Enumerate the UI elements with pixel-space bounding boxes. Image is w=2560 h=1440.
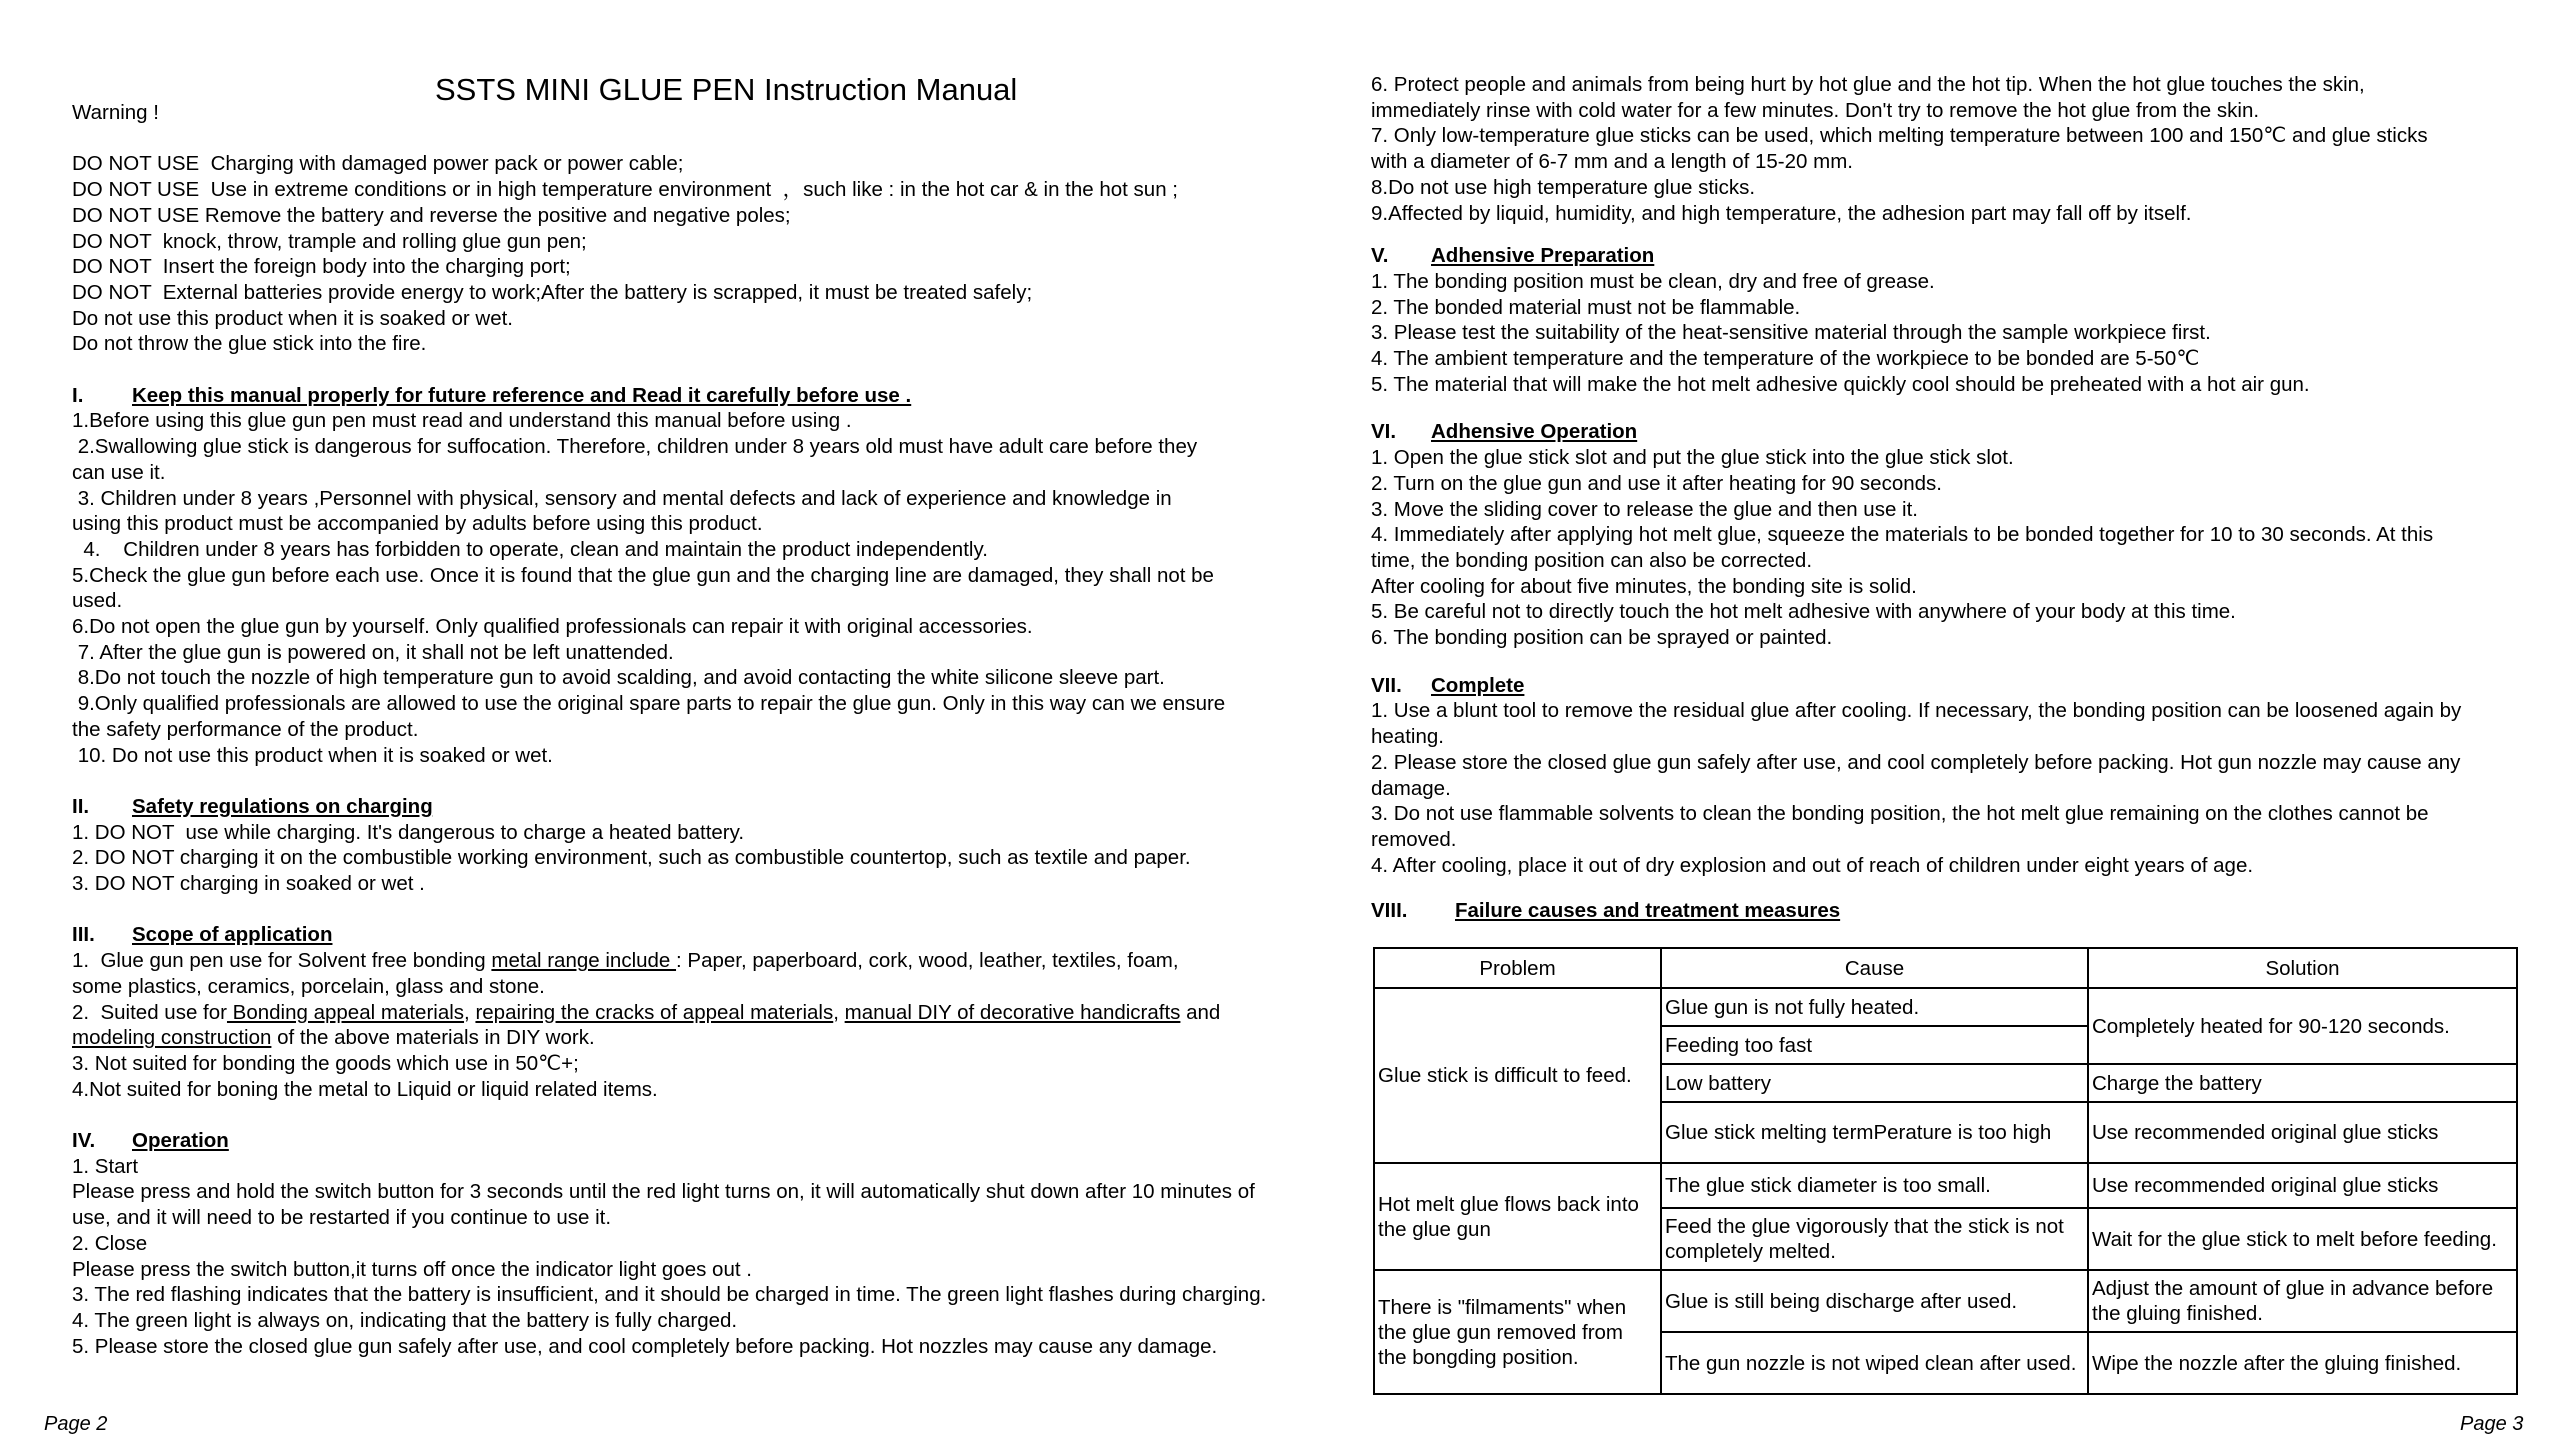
- text-line: 2. The bonded material must not be flammable.: [1371, 295, 1801, 319]
- warning-line: Do not use this product when it is soaked or wet.: [72, 306, 513, 330]
- text-line: 6. The bonding position can be sprayed or painted.: [1371, 626, 1833, 650]
- text-line: 4. The ambient temperature and the temperature of the workpiece to be bonded are 5-50℃: [1371, 347, 2200, 371]
- section-heading: IV. Operation: [72, 1129, 229, 1153]
- text-line: 4. Immediately after applying hot melt glue, squeeze the materials to be bonded together for 10 to 30 seconds. At this: [1371, 523, 2434, 547]
- section-title: Adhensive Preparation: [1431, 244, 1655, 268]
- text-line: 5.Check the glue gun before each use. Once it is found that the glue gun and the charging line are damaged, they shall not be: [72, 563, 1214, 587]
- text-line: used.: [72, 589, 123, 613]
- failure-table: [1373, 947, 2518, 1395]
- warning-line: DO NOT USE Use in extreme conditions or in high temperature environment ，such like : in the hot car & in the hot sun ;: [72, 178, 1178, 202]
- text-line: modeling construction of the above materials in DIY work.: [72, 1026, 595, 1050]
- manual-title: SSTS MINI GLUE PEN Instruction Manual: [435, 72, 1018, 107]
- text-line: 2. Please store the closed glue gun safely after use, and cool completely before packing. Hot gun nozzle may cause any: [1371, 750, 2461, 774]
- warning-line: DO NOT USE Charging with damaged power pack or power cable;: [72, 152, 684, 176]
- page-2-text: [72, 100, 1332, 1359]
- text-line: 5. The material that will make the hot melt adhesive quickly cool should be preheated with a hot air gun.: [1371, 372, 2310, 396]
- problem-cell: Hot melt glue flows back into the glue gun: [1374, 1163, 1661, 1270]
- text-line: 1. DO NOT use while charging. It's dangerous to charge a heated battery.: [72, 820, 745, 844]
- text-line: 2. DO NOT charging it on the combustible working environment, such as combustible countertop, such as textile and paper.: [72, 846, 1191, 870]
- cause-cell: Glue stick melting termPerature is too high: [1661, 1102, 2088, 1163]
- text-line: the safety performance of the product.: [72, 717, 419, 741]
- cause-cell: The gun nozzle is not wiped clean after used.: [1661, 1332, 2088, 1394]
- solution-cell: Completely heated for 90-120 seconds.: [2088, 988, 2517, 1064]
- text-line: 1. Open the glue stick slot and put the glue stick into the glue stick slot.: [1371, 446, 2014, 470]
- cause-cell: Glue gun is not fully heated.: [1661, 988, 2088, 1026]
- text-line: 3. DO NOT charging in soaked or wet .: [72, 872, 425, 896]
- text-line: 1. Glue gun pen use for Solvent free bonding metal range include : Paper, paperboard, cork, wood, leather, textiles, foam,: [72, 949, 1179, 973]
- column-header: Problem: [1374, 948, 1661, 988]
- text-line: 2. Close: [72, 1231, 148, 1255]
- text-line: Please press the switch button,it turns off once the indicator light goes out .: [72, 1257, 752, 1281]
- section-title: Complete: [1431, 673, 1525, 697]
- section-heading: II. Safety regulations on charging: [72, 794, 433, 818]
- solution-cell: Use recommended original glue sticks: [2088, 1102, 2517, 1163]
- text-line: 4. Children under 8 years has forbidden to operate, clean and maintain the product independently.: [72, 537, 988, 561]
- section-title: Scope of application: [132, 923, 333, 947]
- text-line: use, and it will need to be restarted if you continue to use it.: [72, 1206, 612, 1230]
- text-line: 1. Start: [72, 1154, 139, 1178]
- text-line: 3. Please test the suitability of the heat-sensitive material through the sample workpiece first.: [1371, 321, 2211, 345]
- warning-line: Do not throw the glue stick into the fire.: [72, 332, 427, 356]
- solution-cell: Charge the battery: [2088, 1064, 2517, 1102]
- section-title: Failure causes and treatment measures: [1455, 899, 1841, 923]
- problem-cell: There is "filmaments" when the glue gun removed from the bongding position.: [1374, 1270, 1661, 1394]
- cause-cell: Glue is still being discharge after used.: [1661, 1270, 2088, 1332]
- solution-cell: Adjust the amount of glue in advance before the gluing finished.: [2088, 1270, 2517, 1332]
- table-row: [1374, 1270, 2517, 1332]
- text-line: 6.Do not open the glue gun by yourself. Only qualified professionals can repair it with original accessories.: [72, 615, 1033, 639]
- text-line: with a diameter of 6-7 mm and a length of 15-20 mm.: [1371, 150, 1853, 174]
- section-title: Safety regulations on charging: [132, 794, 433, 818]
- text-line: 1.Before using this glue gun pen must read and understand this manual before using .: [72, 409, 852, 433]
- section-heading: I. Keep this manual properly for future reference and Read it carefully before use .: [72, 383, 912, 407]
- text-line: 4.Not suited for boning the metal to Liquid or liquid related items.: [72, 1077, 658, 1101]
- solution-cell: Wait for the glue stick to melt before feeding.: [2088, 1208, 2517, 1270]
- text-line: 3. Children under 8 years ,Personnel with physical, sensory and mental defects and lack of experience and knowledge in: [72, 486, 1172, 510]
- text-line: 10. Do not use this product when it is soaked or wet.: [72, 743, 553, 767]
- text-line: 3. Move the sliding cover to release the glue and then use it.: [1371, 497, 1919, 521]
- text-line: 7. After the glue gun is powered on, it shall not be left unattended.: [72, 640, 674, 664]
- text-line: 4. The green light is always on, indicating that the battery is fully charged.: [72, 1308, 738, 1332]
- text-line: removed.: [1371, 827, 1457, 851]
- cause-cell: Low battery: [1661, 1064, 2088, 1102]
- text-line: After cooling for about five minutes, the bonding site is solid.: [1371, 574, 1917, 598]
- text-line: Please press and hold the switch button for 3 seconds until the red light turns on, it will automatically shut down after 10 minutes of: [72, 1180, 1255, 1204]
- text-line: 2.Swallowing glue stick is dangerous for suffocation. Therefore, children under 8 years old must have adult care before they: [72, 435, 1198, 459]
- page-number: Page 3: [2460, 1413, 2524, 1435]
- text-line: some plastics, ceramics, porcelain, glass and stone.: [72, 974, 545, 998]
- section-title: Keep this manual properly for future reference and Read it carefully before use .: [132, 383, 912, 407]
- text-line: 6. Protect people and animals from being hurt by hot glue and the hot tip. When the hot glue touches the skin,: [1371, 73, 2365, 96]
- text-line: 1. The bonding position must be clean, dry and free of grease.: [1371, 269, 1935, 293]
- text-line: 3. Do not use flammable solvents to clean the bonding position, the hot melt glue remaining on the clothes cannot be: [1371, 802, 2429, 826]
- text-line: 9.Affected by liquid, humidity, and high temperature, the adhesion part may fall off by itself.: [1371, 201, 2192, 225]
- warnings-list: [72, 151, 1332, 357]
- text-line: 3. Not suited for bonding the goods which use in 50℃+;: [72, 1051, 579, 1075]
- section-heading: V. Adhensive Preparation: [1371, 244, 1655, 268]
- text-line: heating.: [1371, 725, 1444, 749]
- column-header: Solution: [2088, 948, 2517, 988]
- section-title: Adhensive Operation: [1431, 420, 1638, 444]
- text-line: 3. The red flashing indicates that the battery is insufficient, and it should be charged in time. The green light flashes during charging.: [72, 1283, 1267, 1307]
- text-line: 2. Turn on the glue gun and use it after heating for 90 seconds.: [1371, 471, 1942, 495]
- text-line: time, the bonding position can also be corrected.: [1371, 548, 1813, 572]
- text-line: 7. Only low-temperature glue sticks can be used, which melting temperature between 100 and 150℃ and glue sticks: [1371, 124, 2428, 148]
- text-line: 9.Only qualified professionals are allowed to use the original spare parts to repair the glue gun. Only in this way can we ensure: [72, 692, 1226, 716]
- text-line: 2. Suited use for Bonding appeal materials, repairing the cracks of appeal materials, manual DIY of decorative handicrafts and: [72, 1000, 1221, 1024]
- warning-line: DO NOT knock, throw, trample and rolling glue gun pen;: [72, 229, 587, 253]
- table-header-row: [1374, 948, 2517, 988]
- warning-line: DO NOT Insert the foreign body into the charging port;: [72, 255, 571, 279]
- problem-cell: Glue stick is difficult to feed.: [1374, 988, 1661, 1163]
- cause-cell: Feed the glue vigorously that the stick is not completely melted.: [1661, 1208, 2088, 1270]
- text-line: 1. Use a blunt tool to remove the residual glue after cooling. If necessary, the bonding position can be loosened again by: [1371, 699, 2462, 723]
- section-heading: III. Scope of application: [72, 923, 333, 947]
- text-line: 5. Please store the closed glue gun safely after use, and cool completely before packing. Hot nozzles may cause any damage.: [72, 1334, 1218, 1358]
- section-title: Operation: [132, 1129, 229, 1153]
- warning-line: DO NOT USE Remove the battery and reverse the positive and negative poles;: [72, 203, 791, 227]
- table-row: [1374, 1163, 2517, 1208]
- text-line: using this product must be accompanied by adults before using this product.: [72, 512, 763, 536]
- warning-label: Warning !: [72, 101, 159, 124]
- text-line: 5. Be careful not to directly touch the hot melt adhesive with anywhere of your body at this time.: [1371, 600, 2236, 624]
- column-header: Cause: [1661, 948, 2088, 988]
- text-line: can use it.: [72, 460, 166, 484]
- warning-line: DO NOT External batteries provide energy to work;After the battery is scrapped, it must be treated safely;: [72, 280, 1033, 304]
- page-3-text: [1371, 72, 2546, 924]
- text-line: damage.: [1371, 776, 1451, 800]
- solution-cell: Wipe the nozzle after the gluing finished.: [2088, 1332, 2517, 1394]
- section-heading: VII. Complete: [1371, 673, 1525, 697]
- cause-cell: Feeding too fast: [1661, 1026, 2088, 1064]
- text-line: immediately rinse with cold water for a few minutes. Don't try to remove the hot glue from the skin.: [1371, 98, 2260, 122]
- solution-cell: Use recommended original glue sticks: [2088, 1163, 2517, 1208]
- section-heading: VI. Adhensive Operation: [1371, 420, 1638, 444]
- section-heading: VIII. Failure causes and treatment measures: [1371, 899, 1841, 923]
- page-number: Page 2: [44, 1413, 108, 1435]
- text-line: 8.Do not use high temperature glue sticks.: [1371, 175, 1756, 199]
- cause-cell: The glue stick diameter is too small.: [1661, 1163, 2088, 1208]
- table-row: [1374, 988, 2517, 1026]
- text-line: 8.Do not touch the nozzle of high temperature gun to avoid scalding, and avoid contacting the white silicone sleeve part.: [72, 666, 1165, 690]
- text-line: 4. After cooling, place it out of dry explosion and out of reach of children under eight years of age.: [1371, 853, 2254, 877]
